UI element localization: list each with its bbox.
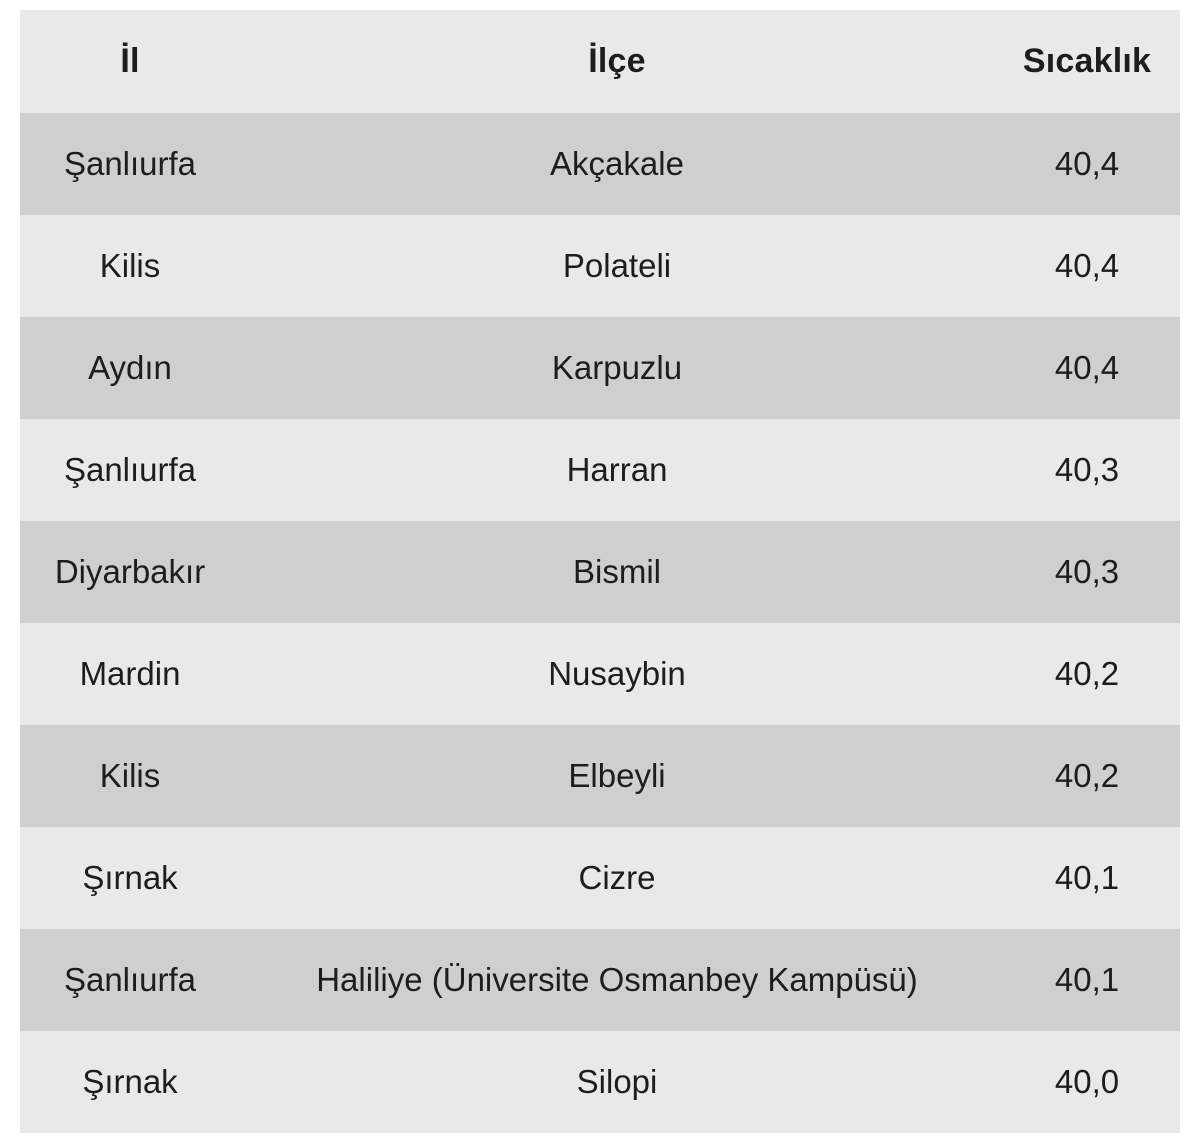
ilce-cell: Bismil (240, 521, 994, 623)
ilce-cell: Cizre (240, 827, 994, 929)
sicaklik-cell: 40,4 (994, 113, 1180, 215)
il-cell: Şanlıurfa (20, 929, 240, 1031)
il-cell: Şanlıurfa (20, 113, 240, 215)
temperature-table (20, 10, 1180, 1133)
ilce-cell: Harran (240, 419, 994, 521)
il-cell: Şırnak (20, 827, 240, 929)
sicaklik-cell: 40,3 (994, 521, 1180, 623)
table-row (20, 317, 1180, 419)
sicaklik-cell: 40,1 (994, 929, 1180, 1031)
ilce-cell: Akçakale (240, 113, 994, 215)
ilce-cell: Haliliye (Üniversite Osmanbey Kampüsü) (240, 929, 994, 1031)
table-row (20, 827, 1180, 929)
il-cell: Şanlıurfa (20, 419, 240, 521)
sicaklik-cell: 40,4 (994, 215, 1180, 317)
table-row (20, 215, 1180, 317)
ilce-cell: Elbeyli (240, 725, 994, 827)
sicaklik-cell: 40,1 (994, 827, 1180, 929)
table-row (20, 929, 1180, 1031)
sicaklik-cell: 40,3 (994, 419, 1180, 521)
il-cell: Kilis (20, 215, 240, 317)
table-row (20, 521, 1180, 623)
table-row (20, 113, 1180, 215)
table-row (20, 1031, 1180, 1133)
sicaklik-cell: 40,4 (994, 317, 1180, 419)
sicaklik-cell: 40,0 (994, 1031, 1180, 1133)
column-header-ilce: İlçe (240, 10, 994, 113)
column-header-il: İl (20, 10, 240, 113)
table-header-row (20, 10, 1180, 113)
ilce-cell: Karpuzlu (240, 317, 994, 419)
column-header-sicaklik: Sıcaklık (994, 10, 1180, 113)
il-cell: Kilis (20, 725, 240, 827)
il-cell: Şırnak (20, 1031, 240, 1133)
il-cell: Aydın (20, 317, 240, 419)
il-cell: Mardin (20, 623, 240, 725)
table-row (20, 623, 1180, 725)
ilce-cell: Silopi (240, 1031, 994, 1133)
ilce-cell: Polateli (240, 215, 994, 317)
il-cell: Diyarbakır (20, 521, 240, 623)
table-row (20, 419, 1180, 521)
sicaklik-cell: 40,2 (994, 623, 1180, 725)
table-row (20, 725, 1180, 827)
ilce-cell: Nusaybin (240, 623, 994, 725)
sicaklik-cell: 40,2 (994, 725, 1180, 827)
